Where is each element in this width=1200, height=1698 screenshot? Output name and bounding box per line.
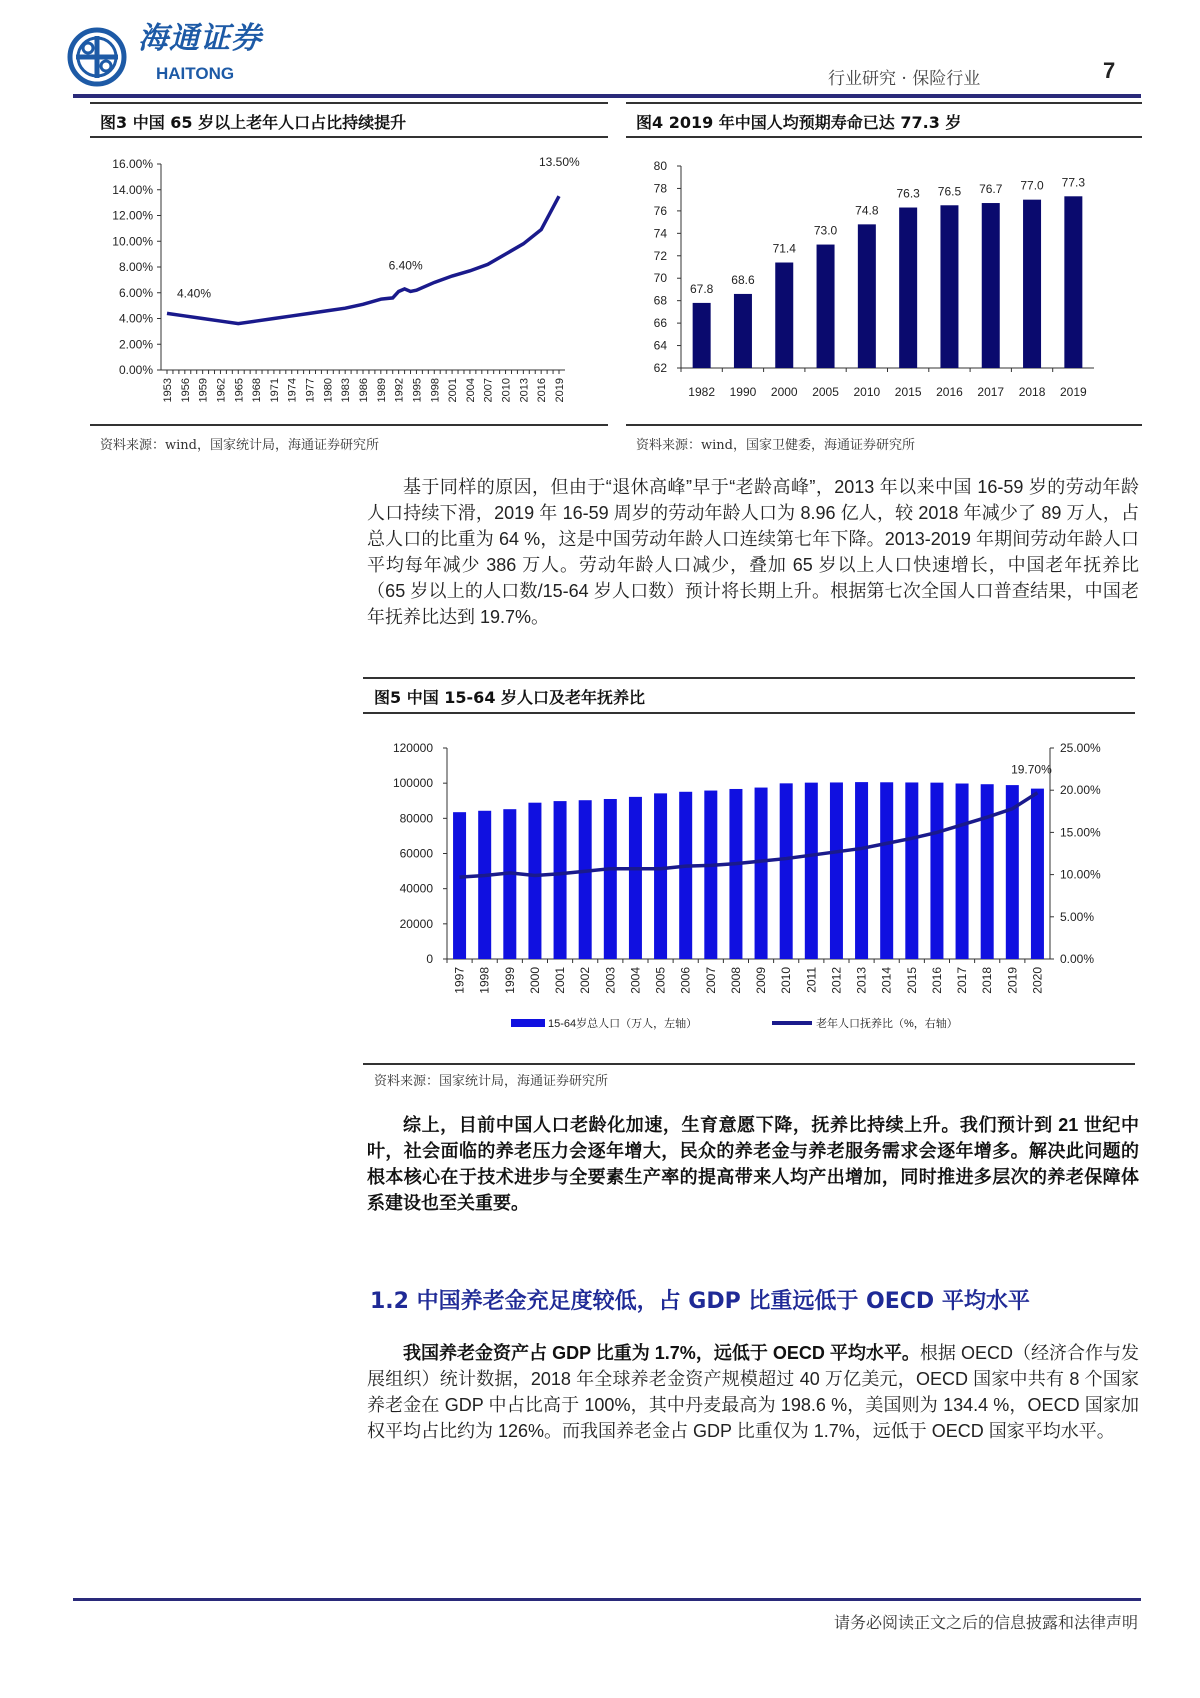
x-tick-label: 1968 [251, 378, 264, 403]
x-tick-label: 2016 [936, 385, 963, 399]
bar [817, 245, 835, 368]
x-tick-label: 2007 [703, 967, 718, 994]
population-bar [981, 784, 994, 959]
bar [1064, 196, 1082, 368]
left-y-tick-label: 20000 [399, 916, 433, 931]
x-tick-label: 2013 [854, 967, 869, 994]
left-y-tick-label: 80000 [399, 811, 433, 826]
population-bar [654, 793, 667, 959]
x-tick-label: 1990 [729, 385, 757, 399]
x-tick-label: 2002 [578, 967, 593, 994]
population-bar [729, 789, 742, 959]
x-tick-label: 1998 [477, 967, 492, 994]
x-tick-label: 2000 [527, 967, 542, 994]
x-tick-label: 2016 [536, 378, 549, 403]
right-y-tick-label: 5.00% [1060, 909, 1095, 924]
x-tick-label: 1980 [322, 378, 335, 403]
data-label: 4.40% [177, 286, 212, 301]
population-bar [528, 803, 541, 959]
x-tick-label: 2016 [929, 967, 944, 994]
x-tick-label: 1998 [429, 378, 442, 403]
logo-emblem-icon [66, 26, 128, 88]
x-tick-label: 2000 [770, 385, 798, 399]
x-tick-label: 1959 [197, 378, 210, 403]
population-bar [1031, 789, 1044, 959]
fig4-bottom-rule [626, 424, 1142, 426]
data-label: 68.6 [731, 272, 755, 287]
x-tick-label: 2004 [464, 378, 477, 403]
population-bar [579, 800, 592, 959]
x-tick-label: 1962 [215, 378, 228, 403]
data-label: 13.50% [539, 155, 580, 170]
page-number: 7 [1103, 58, 1116, 83]
x-tick-label: 2008 [728, 967, 743, 994]
data-label: 19.70% [1011, 762, 1052, 777]
ratio-line [167, 196, 559, 323]
data-label: 77.3 [1061, 175, 1086, 190]
population-bar [930, 783, 943, 959]
x-tick-label: 1956 [179, 378, 192, 403]
left-y-tick-label: 40000 [399, 881, 433, 896]
right-y-tick-label: 15.00% [1060, 825, 1101, 840]
bar [734, 294, 752, 368]
population-bar [755, 788, 768, 959]
population-bar [880, 782, 893, 959]
data-label: 76.5 [937, 184, 962, 199]
x-tick-label: 2003 [603, 967, 618, 994]
bar [775, 263, 793, 368]
x-tick-label: 1982 [688, 385, 716, 399]
population-bar [604, 799, 617, 959]
x-tick-label: 1971 [268, 378, 281, 403]
y-tick-label: 62 [653, 361, 667, 375]
left-y-tick-label: 120000 [392, 741, 433, 755]
x-tick-label: 2011 [804, 967, 819, 993]
x-tick-label: 2015 [904, 967, 919, 994]
population-bar [478, 811, 491, 959]
x-tick-label: 2019 [1059, 385, 1087, 399]
right-y-tick-label: 20.00% [1060, 783, 1101, 798]
fig3-title: 图3 中国 65 岁以上老年人口占比持续提升 [100, 113, 407, 132]
population-bar [554, 801, 567, 959]
fig5-source: 资料来源：国家统计局，海通证券研究所 [374, 1074, 609, 1089]
data-label: 71.4 [772, 241, 796, 256]
data-label: 67.8 [689, 281, 714, 296]
x-tick-label: 2001 [447, 378, 460, 403]
right-y-tick-label: 10.00% [1060, 867, 1101, 882]
right-y-tick-label: 0.00% [1060, 952, 1095, 966]
fig5-title-rule [363, 712, 1135, 714]
y-tick-label: 8.00% [118, 260, 153, 274]
x-tick-label: 2005 [812, 385, 839, 399]
y-tick-label: 16.00% [112, 157, 153, 171]
data-label: 73.0 [813, 223, 838, 238]
x-tick-label: 2012 [829, 967, 844, 994]
y-tick-label: 12.00% [112, 208, 153, 223]
body-paragraph-3 [367, 1340, 1139, 1444]
x-tick-label: 2009 [754, 967, 769, 994]
para3-lead: 我国养老金资产占 GDP 比重为 1.7%，远低于 OECD 平均水平。 [403, 1343, 920, 1363]
right-y-tick-label: 25.00% [1060, 741, 1101, 755]
logo-text-cn: 海通证券 [138, 21, 262, 56]
population-bar [503, 809, 516, 959]
bar [858, 224, 876, 368]
legend-bar-swatch [511, 1019, 545, 1027]
fig4-top-rule [626, 102, 1142, 104]
x-tick-label: 1965 [233, 378, 246, 403]
fig3-bottom-rule [90, 424, 608, 426]
fig3-source: 资料来源：wind，国家统计局，海通证券研究所 [100, 438, 379, 453]
bar [940, 205, 958, 368]
fig5-top-rule [363, 677, 1135, 679]
haitong-logo [66, 26, 128, 88]
logo-text-en: HAITONG [156, 64, 235, 83]
x-tick-label: 2017 [955, 967, 970, 994]
body-paragraph-1: 基于同样的原因，但由于“退休高峰”早于“老龄高峰”，2013 年以来中国 16-59 岁的劳动年龄人口持续下滑，2019 年 16-59 周岁的劳动年龄人口为 8.96 亿人，较 2018 年减少了 89 万人，占总人口的比重为 64 %，这是中国劳动年龄人口连续第七年下降。2013-2019 年期间劳动年龄人口平均每年减少 386 万人。劳动年龄人口减少，叠加 65 岁以上人口快速增长，中国老年抚养比（65 岁以上的人口数/15-64 岁人口数）预计将长期上升。根据第七次全国人口普查结果，中国老年抚养比达到 19.7%。 [367, 477, 1139, 627]
bar [693, 303, 711, 368]
x-tick-label: 2005 [653, 967, 668, 994]
x-tick-label: 2018 [1018, 385, 1046, 399]
bar [899, 208, 917, 368]
y-tick-label: 6.00% [118, 285, 153, 300]
y-tick-label: 78 [653, 181, 667, 196]
x-tick-label: 2001 [553, 967, 568, 994]
y-tick-label: 74 [653, 226, 667, 241]
y-tick-label: 72 [653, 248, 667, 263]
section-label: 行业研究 · 保险行业 [828, 69, 981, 89]
population-bar [855, 782, 868, 959]
x-tick-label: 2004 [628, 967, 643, 994]
population-bar [453, 812, 466, 959]
x-tick-label: 2018 [980, 967, 995, 994]
population-bar [629, 797, 642, 959]
x-tick-label: 1986 [358, 378, 370, 403]
fig3-top-rule [90, 102, 608, 104]
data-label: 76.7 [979, 182, 1003, 197]
y-tick-label: 66 [653, 316, 667, 331]
population-bar [1006, 785, 1019, 959]
x-tick-label: 2006 [678, 967, 693, 994]
y-tick-label: 10.00% [112, 234, 153, 249]
population-bar [830, 782, 843, 959]
fig4-title: 图4 2019 年中国人均预期寿命已达 77.3 岁 [636, 113, 962, 132]
x-tick-label: 1953 [162, 378, 174, 403]
fig5-bottom-rule [363, 1063, 1135, 1065]
fig3-title-rule [90, 136, 608, 138]
population-bar [805, 783, 818, 959]
fig4-title-rule [626, 136, 1142, 138]
bar [982, 203, 1000, 368]
x-tick-label: 2017 [977, 385, 1005, 399]
data-label: 77.0 [1020, 178, 1044, 193]
left-y-tick-label: 60000 [399, 846, 433, 861]
data-label: 76.3 [896, 186, 920, 201]
y-tick-label: 70 [653, 271, 667, 286]
x-tick-label: 2019 [1005, 967, 1020, 994]
x-tick-label: 1995 [411, 378, 424, 403]
header-divider [73, 94, 1141, 98]
x-tick-label: 1989 [375, 378, 388, 403]
population-bar [956, 784, 969, 959]
x-tick-label: 2014 [879, 967, 894, 994]
footer-divider [73, 1598, 1141, 1601]
y-tick-label: 14.00% [112, 182, 153, 197]
para3-text: 根据 OECD（经济合作与发展组织）统计数据，2018 年全球养老金资产规模超过 40 万亿美元，OECD 国家中共有 8 个国家养老金在 GDP 中占比高于 100%，其中丹麦最高为 198.6 %，美国则为 134.4 %，OECD 国家加权平均占比约为 126%。而我国养老金占 GDP 比重仅为 1.7%，远低于 OECD 国家平均水平。 [367, 1343, 1140, 1441]
x-tick-label: 1992 [393, 378, 406, 403]
y-tick-label: 2.00% [118, 337, 153, 352]
left-y-tick-label: 100000 [392, 776, 433, 791]
y-tick-label: 64 [653, 338, 667, 353]
x-tick-label: 1977 [304, 378, 317, 403]
x-tick-label: 2010 [853, 385, 881, 399]
x-tick-label: 1997 [452, 967, 467, 994]
x-tick-label: 1999 [502, 967, 517, 994]
x-tick-label: 2010 [500, 377, 513, 403]
section-heading: 1.2 中国养老金充足度较低，占 GDP 比重远低于 OECD 平均水平 [370, 1289, 1030, 1314]
y-tick-label: 0.00% [118, 363, 153, 377]
left-y-tick-label: 0 [426, 952, 433, 966]
x-tick-label: 2007 [482, 378, 495, 403]
x-tick-label: 1974 [286, 378, 299, 403]
bar [1023, 200, 1041, 368]
x-tick-label: 2010 [779, 967, 794, 994]
population-bar [679, 792, 692, 959]
legend-label: 15-64岁总人口（万人，左轴） [548, 1018, 698, 1030]
x-tick-label: 2020 [1030, 967, 1045, 994]
data-label: 74.8 [855, 203, 879, 218]
y-tick-label: 68 [653, 293, 667, 308]
y-tick-label: 76 [653, 203, 667, 218]
y-tick-label: 80 [653, 159, 667, 173]
y-tick-label: 4.00% [118, 311, 153, 326]
population-bar [704, 791, 717, 959]
x-tick-label: 2015 [894, 385, 922, 399]
fig4-source: 资料来源：wind，国家卫健委，海通证券研究所 [636, 438, 915, 453]
legend-label: 老年人口抚养比（%，右轴） [816, 1018, 958, 1030]
x-tick-label: 2013 [518, 378, 531, 403]
x-tick-label: 2019 [554, 378, 566, 403]
footer-disclaimer: 请务必阅读正文之后的信息披露和法律声明 [833, 1613, 1138, 1632]
population-bar [905, 782, 918, 959]
data-label: 6.40% [388, 258, 423, 273]
x-tick-label: 1983 [340, 378, 353, 403]
fig5-title: 图5 中国 15-64 岁人口及老年抚养比 [374, 688, 646, 707]
dependency-ratio-line [460, 793, 1038, 877]
body-paragraph-2: 综上，目前中国人口老龄化加速，生育意愿下降，抚养比持续上升。我们预计到 21 世纪中叶，社会面临的养老压力会逐年增大，民众的养老金与养老服务需求会逐年增多。解决此问题的根本核心在于技术进步与全要素生产率的提高带来人均产出增加，同时推进多层次的养老保障体系建设也至关重要。 [367, 1115, 1139, 1213]
population-bar [780, 783, 793, 959]
